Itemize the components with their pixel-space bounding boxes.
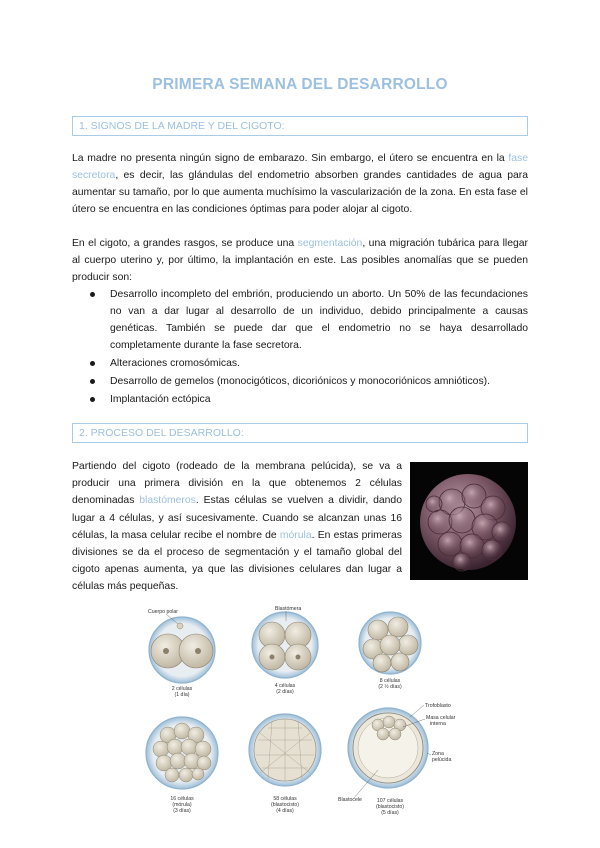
paragraph-text: , una migración tubárica para llegar al cuerpo uterino y, por último, la implantación en este. Las posibles anomalías que se pueden producir son: [72, 238, 528, 283]
label-trofoblasto: Trofoblasto [425, 703, 451, 709]
list-item-text: Desarrollo incompleto del embrión, produciendo un aborto. Un 50% de las fecundaciones no van a dar lugar al desarrollo de un individuo, debido principalmente a causas genéticas. También se puede dar que el endometrio no se haya desarrollado completamente durante la fase secretora. [110, 289, 528, 351]
bullet-icon [90, 292, 95, 297]
caption-stage-2-line-2: (2 días) [276, 689, 294, 695]
paragraph-text: Partiendo del cigoto (rodeado de la membrana pelúcida), se va a producir una primera división en la que obtenemos 2 células denominadas [72, 461, 402, 507]
stage-8-cells [359, 612, 421, 674]
caption-stage-1-line-1: 2 células [171, 686, 193, 692]
paragraph-text: , es decir, las glándulas del endometrio absorben grandes cantidades de agua para aumentar su tamaño, por lo que aumenta muchísimo la vascularización de la zona. En esta fase el útero se encuentra en las condiciones óptimas para poder alojar al cigoto. [72, 170, 528, 215]
caption-stage-4-line-3: (3 días) [173, 808, 191, 814]
list-item-text: Alteraciones cromosómicas. [110, 358, 240, 369]
paragraph-text: En el cigoto, a grandes rasgos, se produce una [72, 238, 298, 249]
bullet-icon [90, 379, 95, 384]
caption-stage-6-line-2: (blastocisto) [376, 804, 404, 810]
morula-photo [410, 462, 528, 580]
list-item-text: Desarrollo de gemelos (monocigóticos, dicoriónicos y monocoriónicos amnióticos). [110, 376, 490, 387]
term-blastomeros: blastómeros [139, 495, 196, 507]
morula-photo-image [410, 462, 528, 580]
term-segmentacion: segmentación [297, 238, 363, 249]
section-heading-signos: 1. SIGNOS DE LA MADRE Y DEL CIGOTO: [72, 116, 528, 136]
cleavage-diagram [140, 605, 470, 830]
cleavage-diagram-svg [140, 605, 470, 830]
label-zona: Zona [432, 751, 444, 757]
list-item [72, 286, 528, 354]
stage-4-cells [252, 612, 318, 678]
label-masa-celular-2: interna [430, 721, 446, 727]
caption-stage-4-line-2: (mórula) [172, 802, 192, 808]
bullet-icon [90, 361, 95, 366]
paragraph-madre [72, 150, 528, 218]
bullet-icon [90, 397, 95, 402]
paragraph-text: . Estas células se vuelven a dividir, dando lugar a 4 células, y así sucesivamente. Cuando se alcanzan unas 16 células, la masa celular recibe el nombre de [72, 495, 402, 541]
caption-stage-5-line-3: (4 días) [276, 808, 294, 814]
list-item [72, 355, 528, 372]
list-item [72, 373, 528, 390]
caption-stage-6-line-1: 107 células [376, 798, 404, 804]
page-title: PRIMERA SEMANA DEL DESARROLLO [152, 76, 448, 93]
paragraph-text: . En estas primeras divisiones se da el proceso de segmentación y el tamaño global del cigoto apenas aumenta, ya que las divisiones celulares dan lugar a células más pequeñas. [72, 529, 402, 593]
anomalies-list [72, 286, 528, 409]
caption-stage-3-line-1: 8 células [379, 678, 401, 684]
section-heading-proceso: 2. PROCESO DEL DESARROLLO: [72, 423, 528, 443]
stage-107-cells [348, 708, 428, 788]
caption-stage-5-line-2: (blastocisto) [271, 802, 299, 808]
stage-2-cells [149, 617, 215, 683]
label-blastocele: Blastocele [338, 797, 362, 803]
paragraph-text: La madre no presenta ningún signo de embarazo. Sin embargo, el útero se encuentra en la [72, 153, 509, 164]
label-cuerpo-polar: Cuerpo polar [148, 609, 178, 615]
term-fase-secretora: fase secretora [72, 153, 528, 181]
caption-stage-6-line-3: (5 días) [381, 810, 399, 816]
list-item [72, 391, 528, 408]
label-masa-celular: Masa celular [426, 715, 456, 721]
list-item-text: Implantación ectópica [110, 394, 211, 405]
paragraph-cigoto [72, 235, 528, 286]
caption-stage-4-line-1: 16 células [170, 796, 194, 802]
stage-58-cells [249, 714, 321, 786]
caption-stage-1-line-2: (1 día) [174, 692, 190, 698]
label-zona-2: pelúcida [432, 757, 452, 763]
label-blastomera: Blastómera [275, 606, 302, 612]
caption-stage-2-line-1: 4 células [274, 683, 296, 689]
paragraph-proceso [72, 458, 402, 596]
caption-stage-3-line-2: (2 ½ días) [378, 684, 402, 690]
term-morula: mórula [279, 529, 312, 541]
caption-stage-5-line-1: 58 células [273, 796, 297, 802]
stage-16-cells [146, 717, 218, 789]
